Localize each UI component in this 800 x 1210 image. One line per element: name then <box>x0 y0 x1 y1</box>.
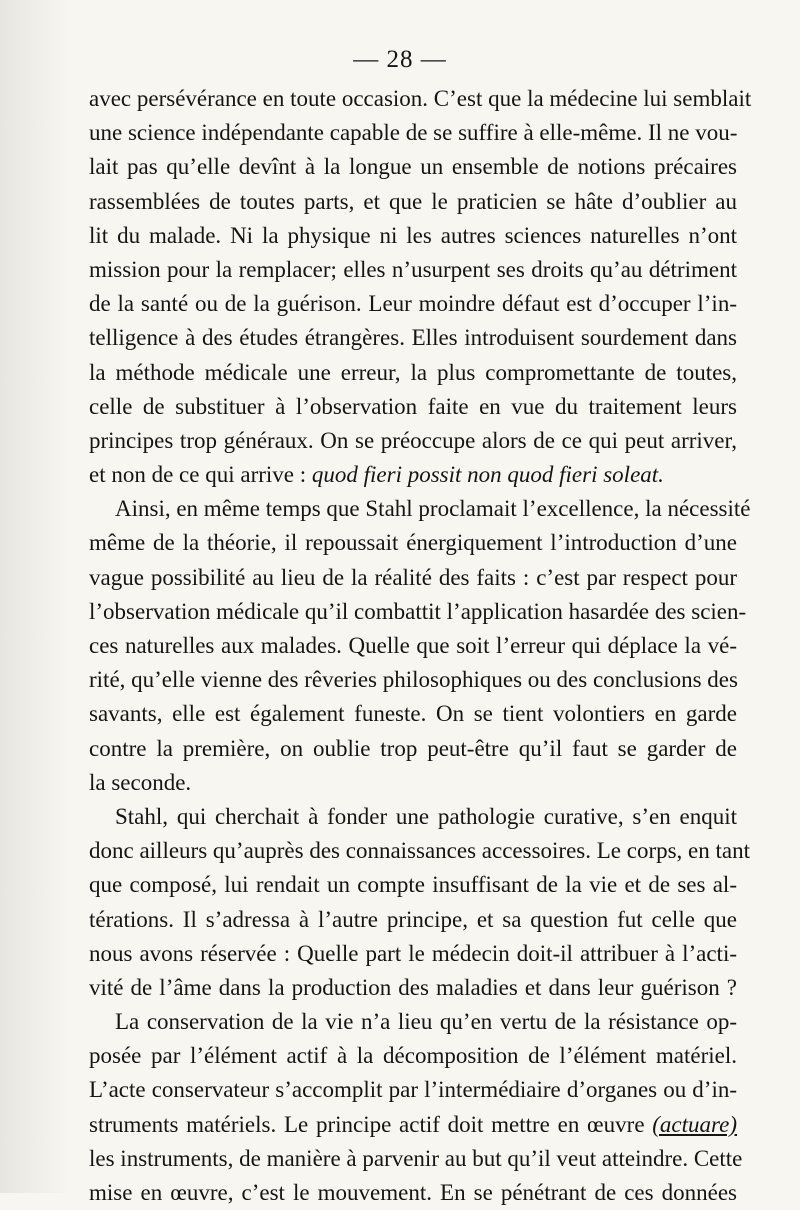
text-line-content: posée par l’élément actif à la décomposition de l’élément matériel. <box>89 1043 737 1069</box>
text-line-content: principes trop généraux. On se préoccupe alors de ce qui peut arriver, <box>89 427 737 453</box>
text-line <box>89 629 737 663</box>
text-line-content: vité de l’âme dans la production des maladies et dans leur guérison ? <box>89 974 737 1000</box>
text-line-content: les instruments, de manière à parvenir au but qu’il veut atteindre. Cette <box>89 1145 743 1171</box>
text-line <box>89 868 737 902</box>
text-line-content: lait pas qu’elle devînt à la longue un ensemble de notions précaires <box>89 154 737 180</box>
text-line-content: rassemblées de toutes parts, et que le praticien se hâte d’oublier au <box>89 188 737 214</box>
text-line-content: telligence à des études étrangères. Elles introduisent sourdement dans <box>89 325 737 351</box>
text-line <box>89 185 737 219</box>
text-line <box>89 390 737 424</box>
page-edge-shadow <box>0 0 70 1193</box>
text-line-content: La conservation de la vie n’a lieu qu’en vertu de la résistance op- <box>115 1009 737 1035</box>
text-line-content: avec persévérance en toute occasion. C’est que la médecine lui semblait <box>89 86 752 111</box>
text-line <box>89 253 737 287</box>
text-line <box>89 458 737 492</box>
text-line-content: et non de ce qui arrive : <box>89 462 307 488</box>
text-line <box>89 937 737 971</box>
text-line-content: mission pour la remplacer; elles n’usurpent ses droits qu’au détriment <box>89 256 737 282</box>
text-line <box>89 82 752 116</box>
text-line <box>89 424 737 458</box>
text-line-content: l’observation médicale qu’il combattit l’application hasardée des scien- <box>89 598 747 624</box>
text-line-content: ces naturelles aux malades. Quelle que soit l’erreur qui déplace la vé- <box>89 633 737 658</box>
text-line-content: vague possibilité au lieu de la réalité des faits : c’est par respect pour <box>89 564 737 590</box>
text-line-content: que composé, lui rendait un compte insuffisant de la vie et de ses al- <box>89 872 737 898</box>
text-line-content: donc ailleurs qu’auprès des connaissances accessoires. Le corps, en tant <box>89 838 751 864</box>
text-line-content: la seconde. <box>89 769 192 795</box>
text-line <box>89 116 737 150</box>
text-line-content: celle de substituer à l’observation faite en vue du traitement leurs <box>89 393 737 419</box>
text-line-content: de la santé ou de la guérison. Leur moindre défaut est d’occuper l’in- <box>89 291 737 317</box>
text-line-content: même de la théorie, il repoussait énergiquement l’introduction d’une <box>89 530 737 556</box>
text-line-content: térations. Il s’adressa à l’autre principe, et sa question fut celle que <box>89 906 737 932</box>
text-line <box>89 1176 737 1210</box>
text-line <box>89 1073 737 1107</box>
text-line <box>89 697 737 731</box>
text-line <box>89 356 737 390</box>
latin-quotation: quod fieri possit non quod fieri soleat. <box>311 462 664 488</box>
text-line <box>89 1039 737 1073</box>
page-number: — 28 — <box>353 46 447 73</box>
body-text <box>89 82 752 1210</box>
text-line <box>89 150 737 184</box>
text-line-content: mise en œuvre, c’est le mouvement. En se pénétrant de ces données <box>89 1180 737 1205</box>
text-line-content: une science indépendante capable de se suffire à elle-même. Il ne vou- <box>89 120 738 146</box>
text-line <box>89 526 737 560</box>
text-line <box>89 1108 737 1142</box>
text-line-content: lit du malade. Ni la physique ni les autres sciences naturelles n’ont <box>89 222 737 248</box>
text-line-content: L’acte conservateur s’accomplit par l’intermédiaire d’organes ou d’in- <box>89 1077 737 1103</box>
text-line-content: savants, elle est également funeste. On se tient volontiers en garde <box>89 701 737 727</box>
text-line <box>89 595 747 629</box>
latin-term: (actuare) <box>652 1111 737 1137</box>
text-line-content: Ainsi, en même temps que Stahl proclamait l’excellence, la nécessité <box>115 496 751 522</box>
text-line <box>89 834 751 868</box>
text-line <box>89 903 737 937</box>
text-line-content: nous avons réservée : Quelle part le médecin doit-il attribuer à l’acti- <box>89 940 737 966</box>
text-line <box>89 492 751 526</box>
text-line <box>89 561 737 595</box>
text-line <box>89 321 737 355</box>
text-line-content: rité, qu’elle vienne des rêveries philosophiques ou des conclusions des <box>89 667 738 693</box>
text-line <box>89 287 737 321</box>
text-line <box>89 800 737 834</box>
text-line <box>89 1142 743 1176</box>
text-line <box>89 766 737 800</box>
text-line <box>89 732 737 766</box>
text-line-content: la méthode médicale une erreur, la plus compromettante de toutes, <box>89 359 737 385</box>
text-line <box>89 219 737 253</box>
text-line-content: struments matériels. Le principe actif doit mettre en œuvre <box>89 1111 645 1137</box>
text-line <box>89 663 737 697</box>
text-line-content: contre la première, on oublie trop peut-être qu’il faut se garder de <box>89 735 737 761</box>
text-line-content: Stahl, qui cherchait à fonder une pathologie curative, s’en enquit <box>115 803 737 829</box>
text-line <box>89 1005 737 1039</box>
text-line <box>89 971 737 1005</box>
